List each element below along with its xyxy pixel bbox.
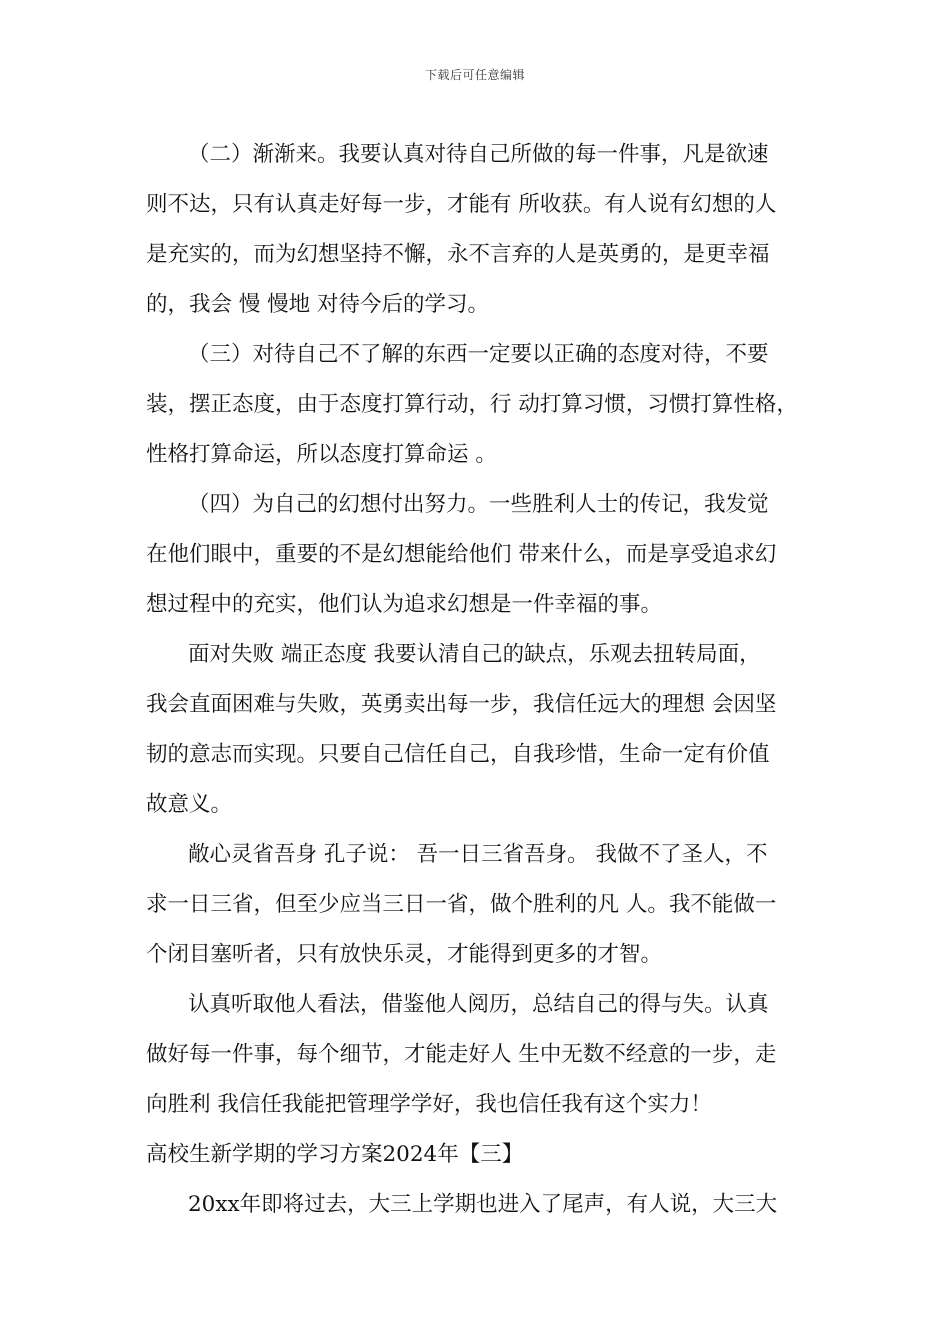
text-line: 韧的意志而实现。只要自己信任自己，自我珍惜，生命一定有价值 (146, 742, 770, 767)
text-line: 在他们眼中，重要的不是幻想能给他们 带来什么，而是享受追求幻 (146, 542, 777, 567)
text-line: 装，摆正态度，由于态度打算行动，行 动打算习惯，习惯打算性格， (146, 392, 798, 417)
text-line: 故意义。 (146, 792, 233, 817)
text-line: 做好每一件事，每个细节，才能走好人 生中无数不经意的一步，走 (146, 1042, 777, 1067)
text-line: 想过程中的充实，他们认为追求幻想是一件幸福的事。 (146, 592, 663, 617)
text-line: 敞心灵省吾身 孔子说： 吾一日三省吾身。 我做不了圣人，不 (188, 842, 768, 867)
text-line: 的，我会 慢 慢地 对待今后的学习。 (146, 292, 490, 317)
text-line: 20xx年即将过去，大三上学期也进入了尾声，有人说，大三大 (188, 1192, 778, 1217)
text-line: 性格打算命运，所以态度打算命运 。 (146, 442, 497, 467)
text-line: 求一日三省，但至少应当三日一省，做个胜利的凡 人。我不能做一 (146, 892, 777, 917)
text-line: （三）对待自己不了解的东西一定要以正确的态度对待，不要 (188, 342, 769, 367)
section-heading: 高校生新学期的学习方案2024年【三】 (146, 1142, 524, 1167)
text-line: （四）为自己的幻想付出努力。一些胜利人士的传记，我发觉 (188, 492, 769, 517)
document-body (146, 130, 818, 1230)
text-line: 我会直面困难与失败，英勇卖出每一步，我信任远大的理想 会因坚 (146, 692, 777, 717)
text-line: 认真听取他人看法，借鉴他人阅历，总结自己的得与失。认真 (188, 992, 769, 1017)
text-line: 面对失败 端正态度 我要认清自己的缺点，乐观去扭转局面， (188, 642, 761, 667)
text-line: 则不达，只有认真走好每一步，才能有 所收获。有人说有幻想的人 (146, 192, 777, 217)
text-line: 个闭目塞听者，只有放快乐灵，才能得到更多的才智。 (146, 942, 663, 967)
text-line: 是充实的，而为幻想坚持不懈，永不言弃的人是英勇的，是更幸福 (146, 242, 770, 267)
text-line: （二）渐渐来。我要认真对待自己所做的每一件事，凡是欲速 (188, 142, 769, 167)
page-header: 下载后可任意编辑 (424, 68, 525, 82)
text-line: 向胜利 我信任我能把管理学学好，我也信任我有这个实力！ (146, 1092, 712, 1117)
